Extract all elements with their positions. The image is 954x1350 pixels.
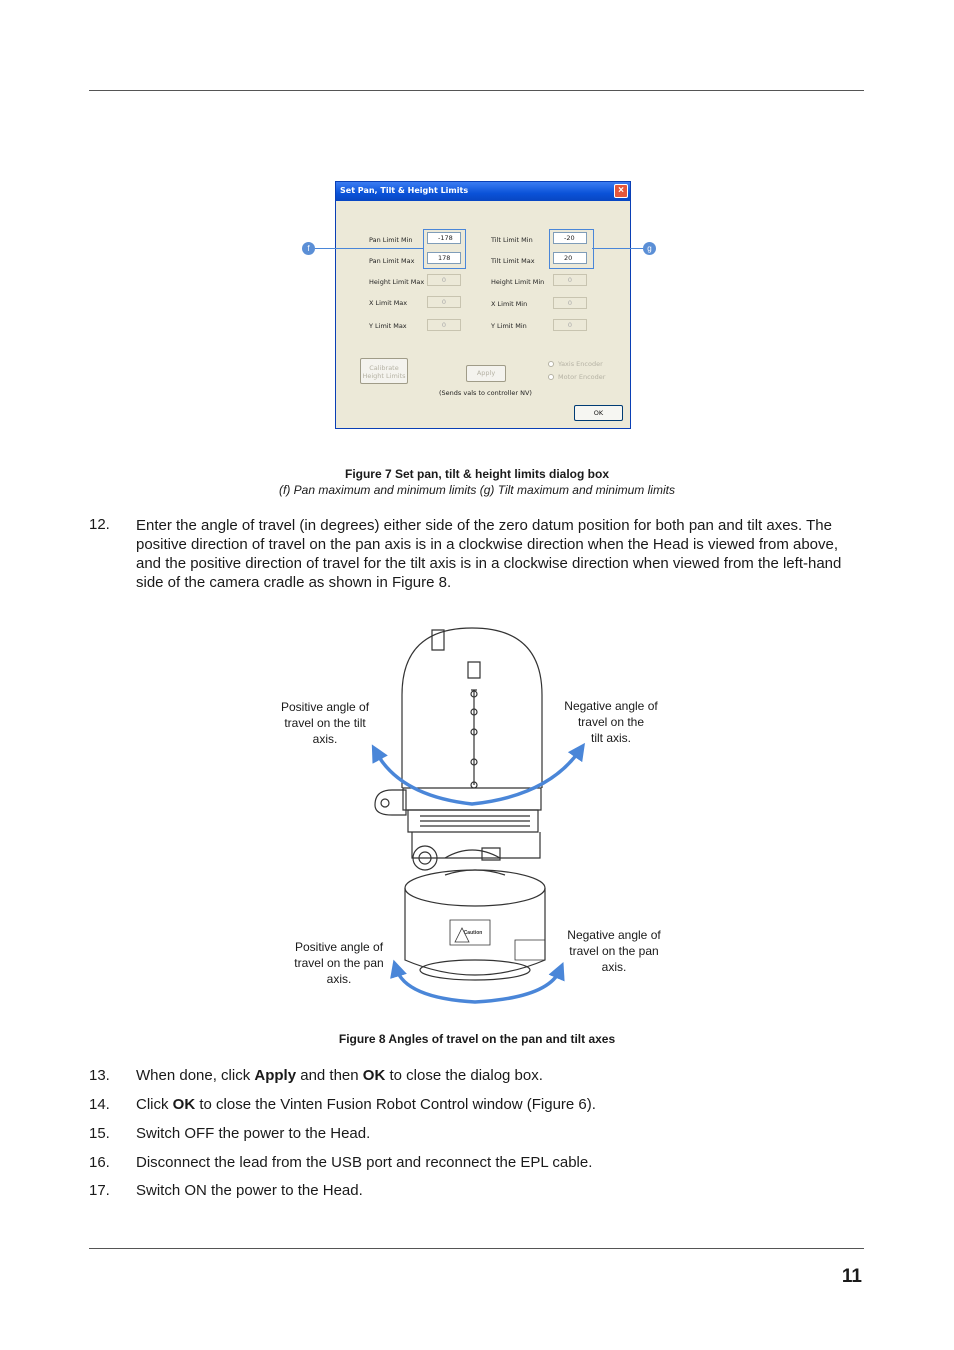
limits-dialog	[335, 181, 631, 429]
height-limit-max-label: Height Limit Max	[369, 278, 425, 286]
step-17-text: Switch ON the power to the Head.	[136, 1182, 363, 1199]
step-14-number: 14.	[89, 1096, 110, 1113]
pan-limit-max-input[interactable]: 178	[427, 252, 461, 264]
footer-rule	[89, 1248, 864, 1249]
step-12-text: Enter the angle of travel (in degrees) either side of the zero datum position for both pan and tilt axes. The positive direction of travel on the pan axis is in a clockwise direction when the Head is viewed from above, and the positive direction of travel for the tilt axis is in a clockwise direction when viewed from the left-hand side of the camera cradle as shown in Figure 8.	[136, 517, 842, 591]
tilt-limit-max-input[interactable]: 20	[553, 252, 587, 264]
calibrate-label-1: Calibrate	[369, 364, 399, 372]
calibrate-height-limits-button[interactable]	[360, 358, 408, 384]
pan-tilt-head-illustration	[0, 620, 954, 1020]
figure7-caption: Figure 7 Set pan, tilt & height limits dialog box	[344, 467, 610, 481]
x-limit-min-input[interactable]: 0	[553, 297, 587, 309]
yaxis-encoder-radio[interactable]	[548, 361, 554, 367]
figure7-subcaption: (f) Pan maximum and minimum limits (g) Tilt maximum and minimum limits	[279, 483, 675, 497]
step-14-text: Click OK to close the Vinten Fusion Robot Control window (Figure 6).	[136, 1096, 596, 1113]
motor-encoder-label: Motor Encoder	[558, 373, 606, 381]
step-16-text: Disconnect the lead from the USB port and reconnect the EPL cable.	[136, 1154, 593, 1171]
positive-tilt-annotation: Positive angle of travel on the tilt axis.	[280, 700, 370, 746]
callout-f-line	[315, 248, 423, 249]
callout-g: g	[643, 242, 656, 255]
figure8-caption: Figure 8 Angles of travel on the pan and tilt axes	[338, 1032, 616, 1046]
x-limit-max-input[interactable]: 0	[427, 296, 461, 308]
callout-f: f	[302, 242, 315, 255]
calibrate-label-2: Height Limits	[362, 372, 406, 380]
caution-label: Caution	[463, 930, 483, 936]
tilt-limit-min-input[interactable]: -20	[553, 232, 587, 244]
close-icon: ×	[618, 185, 624, 196]
header-rule	[89, 90, 864, 91]
pan-limit-min-input[interactable]: -178	[427, 232, 461, 244]
pan-limit-min-label: Pan Limit Min	[369, 236, 413, 244]
x-limit-max-label: X Limit Max	[369, 299, 408, 307]
height-limit-max-input[interactable]: 0	[427, 274, 461, 286]
step-13-text: When done, click Apply and then OK to close the dialog box.	[136, 1067, 543, 1084]
step-12-number: 12.	[89, 516, 110, 533]
height-limit-min-label: Height Limit Min	[491, 278, 545, 286]
y-limit-min-input[interactable]: 0	[553, 319, 587, 331]
step-16-number: 16.	[89, 1154, 110, 1171]
negative-tilt-annotation: Negative angle of travel on the tilt axis.	[564, 699, 658, 745]
step-15-text: Switch OFF the power to the Head.	[136, 1125, 371, 1142]
apply-button[interactable]: Apply	[466, 365, 506, 382]
step-13-number: 13.	[89, 1067, 110, 1084]
x-limit-min-label: X Limit Min	[491, 300, 528, 308]
y-limit-min-label: Y Limit Min	[491, 322, 527, 330]
positive-pan-annotation: Positive angle of travel on the pan axis.	[294, 940, 384, 986]
close-button[interactable]	[614, 184, 628, 198]
tilt-limit-min-label: Tilt Limit Min	[491, 236, 533, 244]
tilt-limit-max-label: Tilt Limit Max	[491, 257, 535, 265]
ok-button[interactable]: OK	[574, 405, 623, 421]
step-15-number: 15.	[89, 1125, 110, 1142]
height-limit-min-input[interactable]: 0	[553, 274, 587, 286]
negative-pan-annotation: Negative angle of travel on the pan axis.	[567, 928, 661, 974]
apply-note: (Sends vals to controller NV)	[439, 389, 532, 397]
dialog-titlebar	[336, 182, 630, 201]
y-limit-max-label: Y Limit Max	[369, 322, 407, 330]
page-number: 11	[841, 1266, 862, 1287]
step-17-number: 17.	[89, 1182, 110, 1199]
yaxis-encoder-label: Yaxis Encoder	[558, 360, 603, 368]
callout-g-line	[592, 248, 644, 249]
y-limit-max-input[interactable]: 0	[427, 319, 461, 331]
motor-encoder-radio[interactable]	[548, 374, 554, 380]
pan-limit-max-label: Pan Limit Max	[369, 257, 415, 265]
dialog-title: Set Pan, Tilt & Height Limits	[340, 186, 469, 195]
